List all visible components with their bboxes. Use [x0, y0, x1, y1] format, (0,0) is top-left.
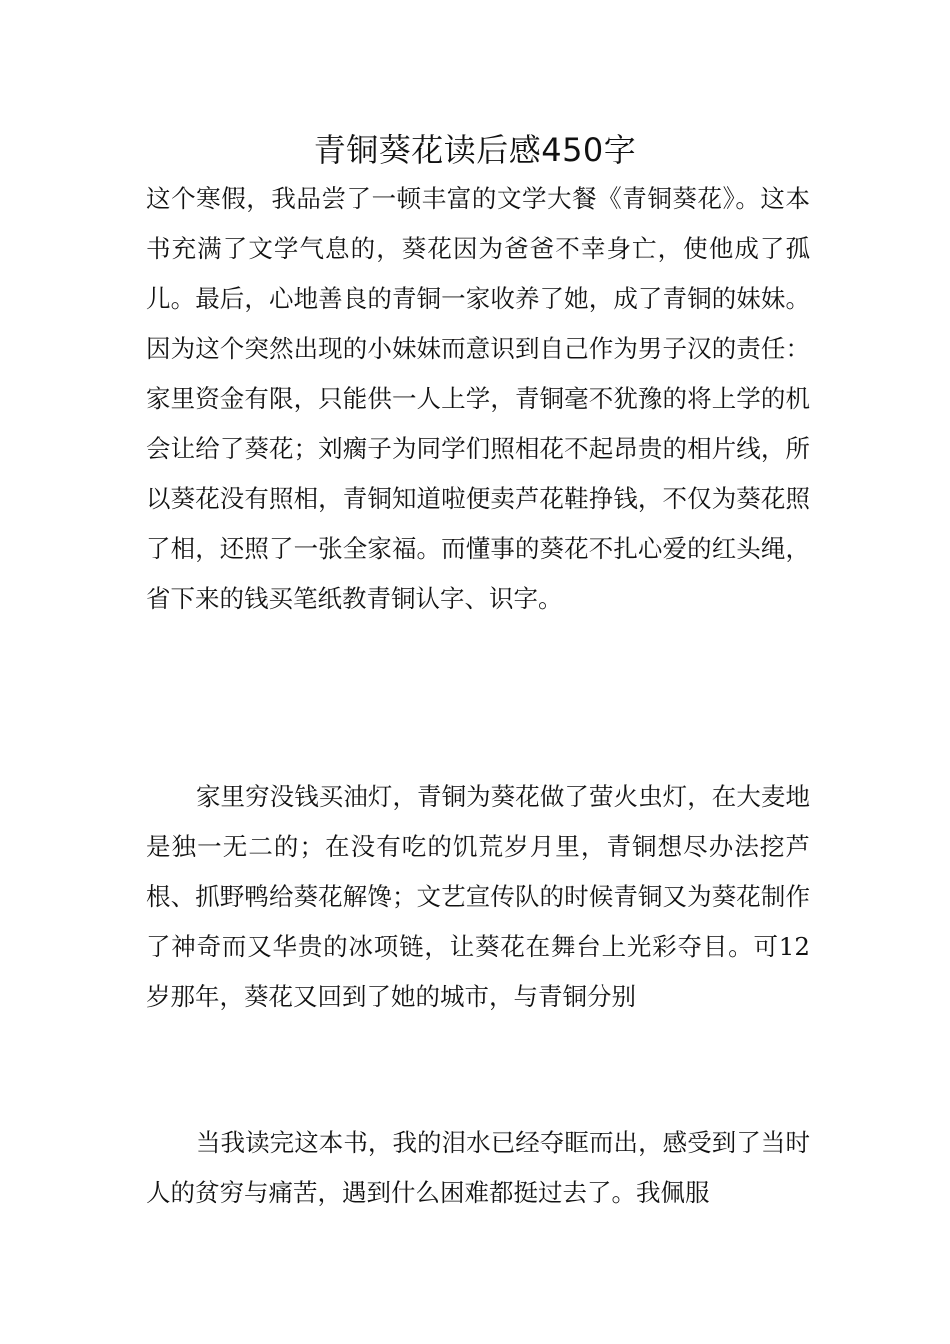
paragraph-1: 这个寒假，我品尝了一顿丰富的文学大餐《青铜葵花》。这本书充满了文学气息的，葵花因为爸爸不幸身亡，使他成了孤儿。最后，心地善良的青铜一家收养了她，成了青铜的妹妹。因为这个突然出现的小妹妹而意识到自己作为男子汉的责任：家里资金有限，只能供一人上学，青铜毫不犹豫的将上学的机会让给了葵花；刘瘸子为同学们照相花不起昂贵的相片线，所以葵花没有照相，青铜知道啦便卖芦花鞋挣钱，不仅为葵花照了相，还照了一张全家福。而懂事的葵花不扎心爱的红头绳，省下来的钱买笔纸教青铜认字、识字。 — [146, 184, 810, 613]
document-title: 青铜葵花读后感450字 — [313, 131, 637, 169]
paragraph-2: 家里穷没钱买油灯，青铜为葵花做了萤火虫灯，在大麦地是独一无二的；在没有吃的饥荒岁月里，青铜想尽办法挖芦根、抓野鸭给葵花解馋；文艺宣传队的时候青铜又为葵花制作了神奇而又华贵的冰项链，让葵花在舞台上光彩夺目。可12岁那年，葵花又回到了她的城市，与青铜分别 — [146, 782, 810, 1011]
paragraph-3: 当我读完这本书，我的泪水已经夺眶而出，感受到了当时人的贫穷与痛苦，遇到什么困难都挺过去了。我佩服 — [146, 1128, 810, 1207]
